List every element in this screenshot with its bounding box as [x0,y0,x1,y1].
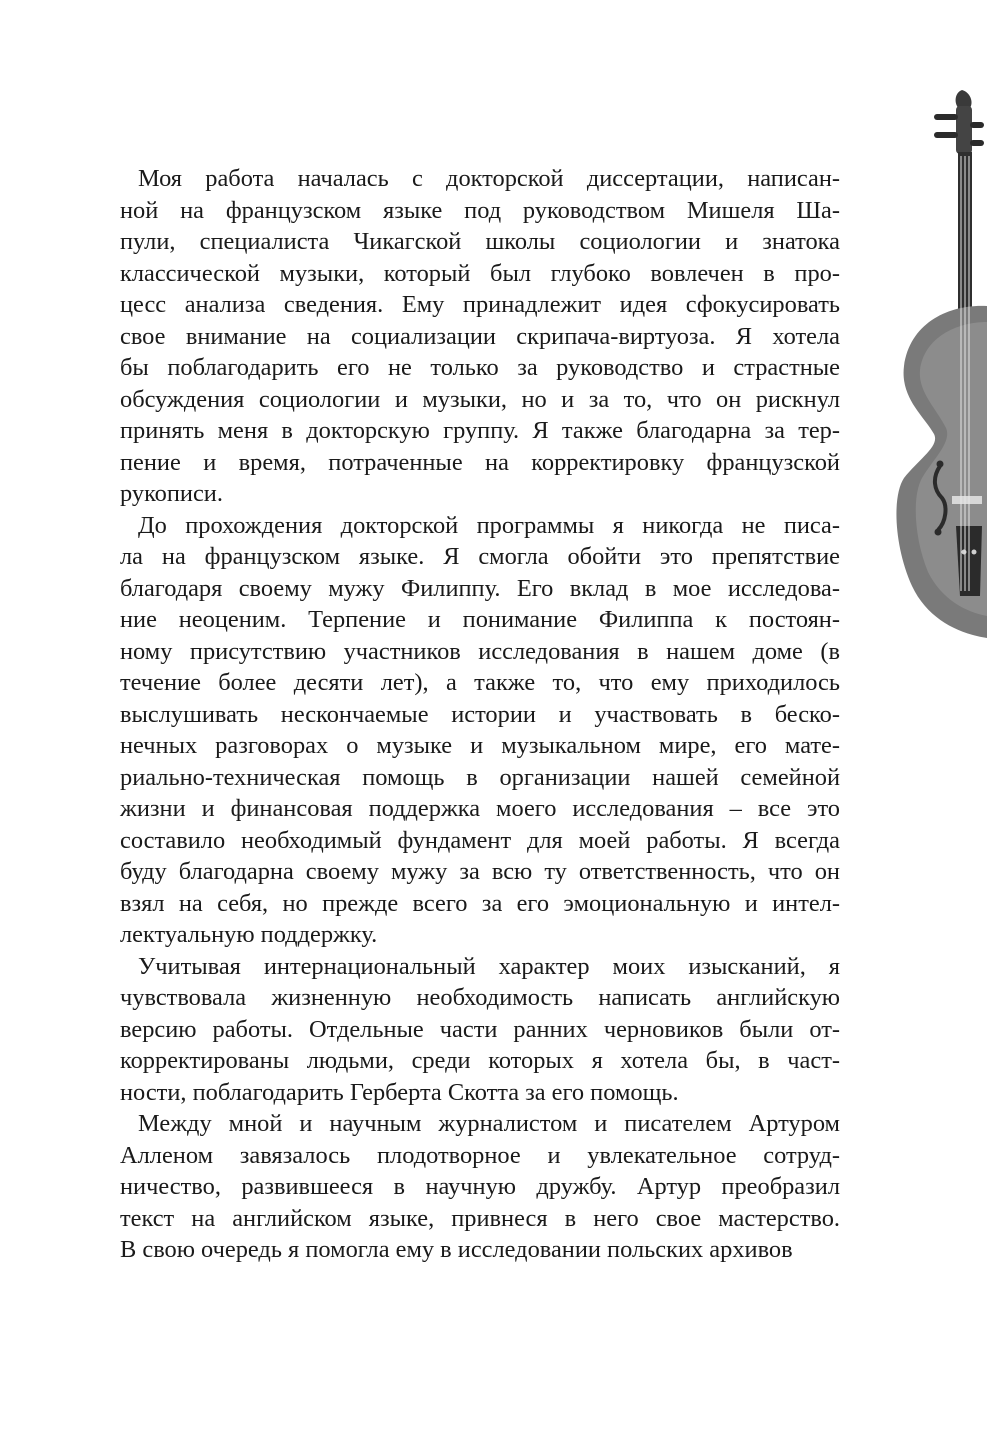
text-line: чувствовала жизненную необходимость написать английскую [120,984,840,1011]
body-text [120,163,840,1266]
text-line: корректированы людьми, среди которых я хотела бы, в част- [120,1047,840,1074]
text-line: течение более десяти лет), а также то, что ему приходилось [120,669,840,696]
text-line: Между мной и научным журналистом и писателем Артуром [138,1110,840,1137]
text-line: До прохождения докторской программы я никогда не писа- [138,511,840,539]
text-line: ности, поблагодарить Герберта Скотта за его помощь. [120,1078,679,1106]
text-line: ной на французском языке под руководством Мишеля Ша- [120,196,840,224]
text-line: взял на себя, но прежде всего за его эмоциональную и интел- [120,889,840,917]
text-line: Учитывая интернациональный характер моих изысканий, я [138,952,840,980]
text-line: жизни и финансовая поддержка моего исследования – все это [120,795,840,822]
text-line: цесс анализа сведения. Ему принадлежит идея сфокусировать [120,291,840,318]
text-line: лектуальную поддержку. [120,921,378,948]
violin-icon [890,86,987,646]
paragraph [120,510,840,951]
text-line: принять меня в докторскую группу. Я также благодарна за тер- [120,417,840,444]
text-line: пение и время, потраченные на корректировку французской [120,448,840,476]
text-line: риально-техническая помощь в организации нашей семейной [120,763,840,791]
text-line: классической музыки, который был глубоко вовлечен в про- [120,259,840,287]
text-line: составило необходимый фундамент для моей работы. Я всегда [120,826,840,854]
paragraph [120,1108,840,1266]
text-line: ничество, развившееся в научную дружбу. Артур преобразил [120,1173,840,1200]
text-line: текст на английском языке, привнеся в него свое мастерство. [120,1204,840,1232]
paragraph [120,951,840,1109]
text-line: версию работы. Отдельные части ранних черновиков были от- [120,1015,840,1043]
text-line: буду благодарна своему мужу за всю ту ответственность, что он [120,858,840,885]
text-line: благодаря своему мужу Филиппу. Его вклад в мое исследова- [120,574,840,602]
text-line: Моя работа началась с докторской диссертации, написан- [138,165,840,192]
text-line: рукописи. [120,480,223,507]
text-line: обсуждения социологии и музыки, но и за то, что он рискнул [120,385,840,413]
text-line: выслушивать нескончаемые истории и участвовать в беско- [120,700,840,728]
text-line: пули, специалиста Чикагской школы социологии и знатока [120,228,840,255]
text-line: нечных разговорах о музыке и музыкальном мире, его мате- [120,732,840,759]
text-line: ла на французском языке. Я смогла обойти это препятствие [120,543,840,570]
text-line: В свою очередь я помогла ему в исследовании польских архивов [120,1236,793,1263]
text-line: бы поблагодарить его не только за руководство и страстные [120,354,840,381]
text-line: ному присутствию участников исследования в нашем доме (в [120,637,840,665]
paragraph [120,163,840,510]
text-line: свое внимание на социализации скрипача-виртуоза. Я хотела [120,322,840,350]
text-line: Алленом завязалось плодотворное и увлекательное сотруд- [120,1141,840,1169]
text-line: ние неоценим. Терпение и понимание Филиппа к постоян- [120,606,840,633]
